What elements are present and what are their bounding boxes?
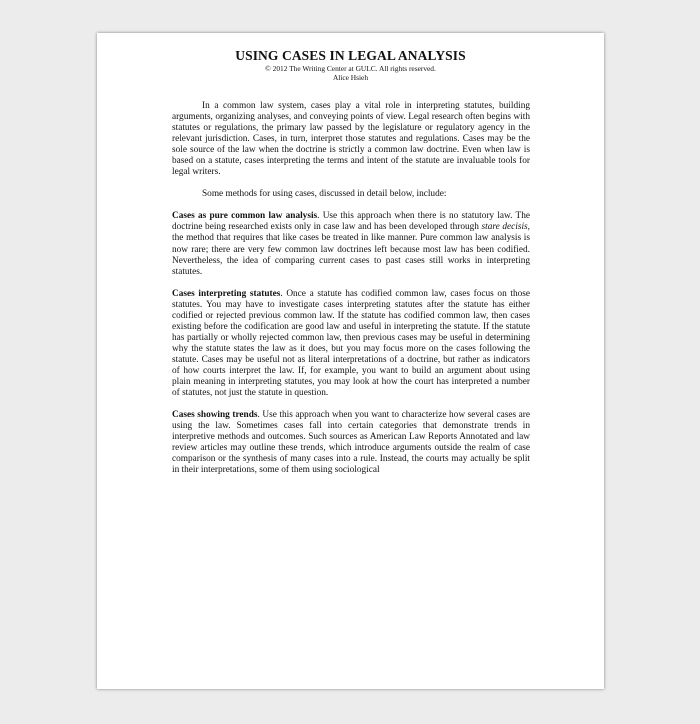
intro-paragraph: In a common law system, cases play a vital role in interpreting statutes, building arguments, organizing analyses, and conveying points of view. Legal research often begins with statutes or regulations, the primary law passed by the legislature or regulatory agency in the relevant jurisdiction. Cases, in turn, interpret those statutes and regulations. Cases may be the sole source of the law when the doctrine is strictly a common law doctrine. Even when law is based on a statute, cases interpreting the terms and intent of the statute are invaluable tools for legal writers. [172,101,530,178]
section-text: the method that requires that like cases be treated in like manner. Pure common law analysis is now rare; there are very few common law doctrines left because most law has been codified. Nevertheless, the idea of comparing current cases to past cases still works in interpreting statutes. [172,233,530,277]
section-text: . Use this approach when there is no statutory law. The doctrine being researched exists only in case law and has been developed through [172,211,530,233]
document-page [97,33,604,689]
methods-intro-paragraph: Some methods for using cases, discussed in detail below, include: [202,189,447,200]
section-term: Cases as pure common law analysis [172,211,318,222]
document-body [172,101,530,487]
document-title: USING CASES IN LEGAL ANALYSIS [235,48,466,63]
section-term: Cases showing trends [172,410,258,421]
copyright-line: © 2012 The Writing Center at GULC. All rights reserved. [265,64,436,73]
section-interpreting-statutes [172,289,530,399]
section-text: . Use this approach when you want to characterize how several cases are using the law. Sometimes cases fall into certain categories that demonstrate trends in interpretive methods and outcomes. Such sources as American Law Reports Annotated and law review articles may outline these trends, which introduce arguments outside the realm of case comparison or the synthesis of many cases into a rule. Instead, the courts may actually be split in their interpretations, some of them using sociological [172,410,530,476]
author-line: Alice Hsieh [332,73,369,82]
section-term: Cases interpreting statutes [172,288,281,299]
section-pure-common-law [172,211,530,277]
section-emphasis: stare decisis, [481,222,530,233]
section-showing-trends [172,410,530,476]
section-text: . Once a statute has codified common law, cases focus on those statutes. You may have to investigate cases interpreting statutes after the statute has either codified or rejected previous common law. If the statute has codified common law, then cases existing before the codification are good law and useful in interpreting the statute. If the statute has partially or wholly rejected common law, then previous cases may be useful in determining why the statute states the law as it does, but you may focus more on the cases following the statute. Cases may be useful not as literal interpretations of a doctrine, but rather as indicators of how courts interpret the law. If, for example, you want to build an argument about using plain meaning in interpreting statutes, you may look at how the court has interpreted a number of statutes, not just the statute in question. [172,288,530,399]
